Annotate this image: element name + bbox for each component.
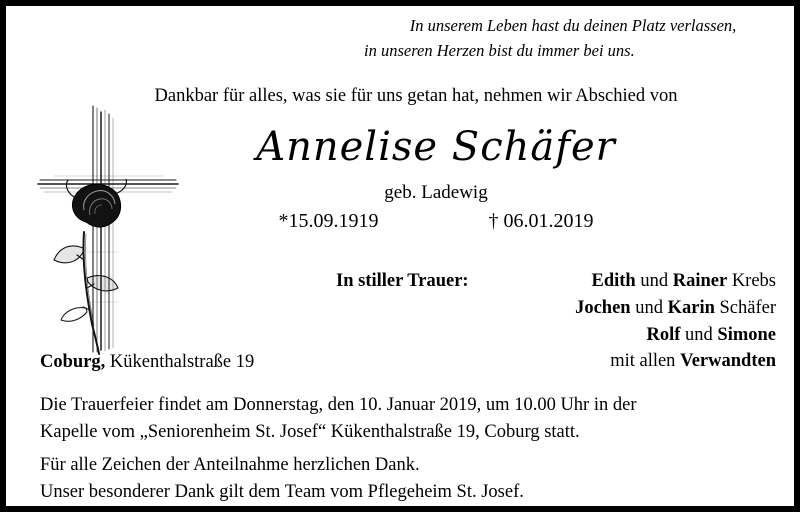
thanks-text [40,452,770,506]
mourner-name: Jochen [575,297,631,318]
thanks-line-1: Für alle Zeichen der Anteilnahme herzlichen Dank. [40,455,420,475]
birth-date: *15.09.1919 [278,210,379,232]
mourner-name: Karin [667,297,715,318]
mourners-names-2 [575,295,776,322]
death-date: † 06.01.2019 [488,210,594,232]
mourner-name: Simone [717,324,776,345]
motto-text [358,14,788,64]
mourners-block [336,268,776,375]
mourners-names-1 [592,268,777,295]
intro-text: Dankbar für alles, was sie für uns getan hat, nehmen wir Abschied von [154,86,678,106]
mourner-name: Rolf [646,324,681,345]
address-street: Kükenthalstraße 19 [105,352,255,372]
mourners-label: In stiller Trauer: [336,271,469,291]
mourner-name: Rainer [672,271,728,291]
deceased-name: Annelise Schäfer [256,124,616,170]
mourners-row-4 [336,348,776,375]
mourner-surname: Krebs [727,271,776,291]
conjunction: und [630,297,668,318]
thanks-line-2: Unser besonderer Dank gilt dem Team vom Pflegeheim St. Josef. [40,481,524,502]
mourner-name: Edith [591,271,636,291]
mourners-row-1 [336,268,776,295]
maiden-name: geb. Ladewig [384,182,488,203]
conjunction: und [635,271,673,291]
address-line [40,352,254,373]
motto-line-2: in unseren Herzen bist du immer bei uns. [364,40,635,60]
motto-line-1: In unserem Leben hast du deinen Platz verlassen, [409,16,737,35]
relatives-label: Verwandten [680,351,776,372]
mourners-row-3 [336,322,776,349]
relatives-prefix: mit allen [610,351,681,372]
ceremony-line-2: Kapelle vom „Seniorenheim St. Josef“ Kükenthalstraße 19, Coburg statt. [40,421,580,442]
address-city: Coburg, [40,352,106,372]
mourner-surname: Schäfer [714,297,776,318]
notice-inner [6,6,794,506]
conjunction: und [680,324,718,345]
life-dates [156,210,716,233]
ceremony-line-1: Die Trauerfeier findet am Donnerstag, den 10. Januar 2019, um 10.00 Uhr in der [40,395,637,415]
mourners-names-3 [646,322,776,349]
ceremony-info [40,392,770,446]
mourners-row-2 [336,295,776,322]
mourners-names-4 [610,348,776,375]
